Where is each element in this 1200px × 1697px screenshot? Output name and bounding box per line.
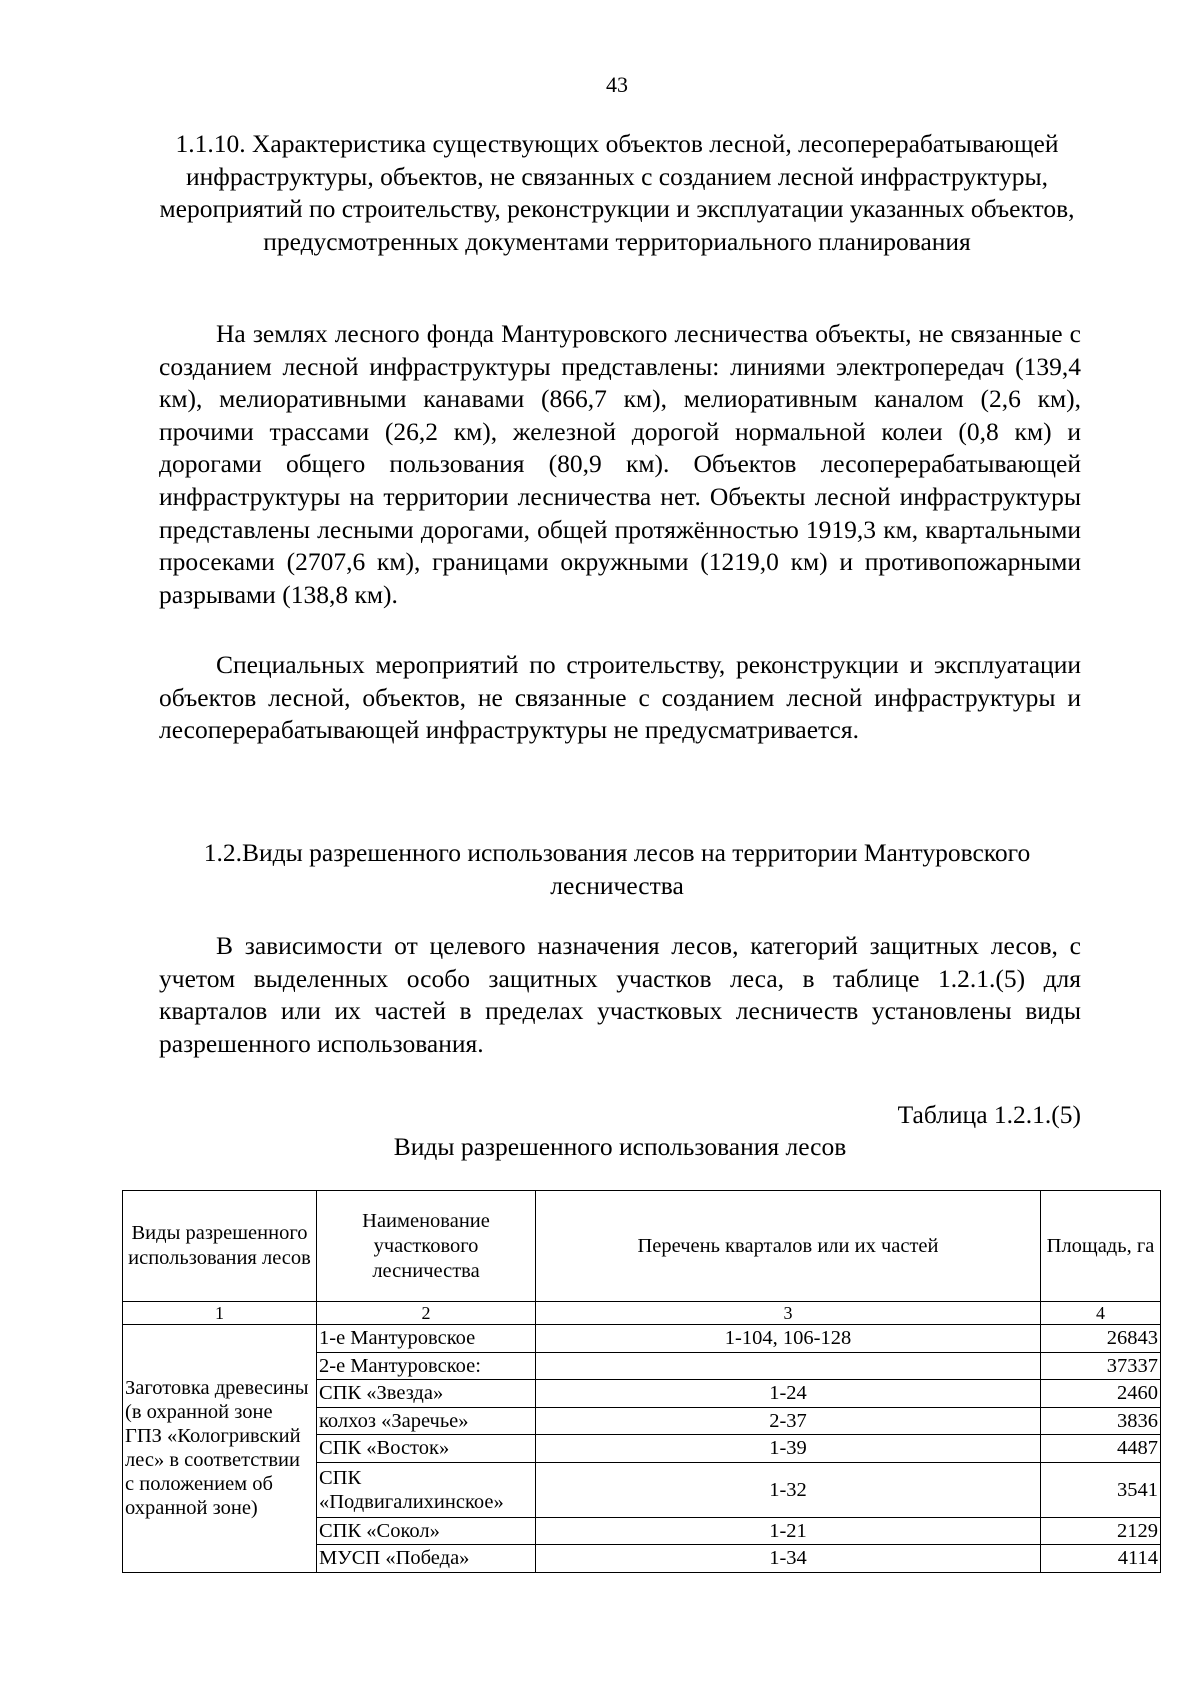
- quarters-cell: 1-39: [536, 1435, 1041, 1463]
- forestry-name-cell: 1-е Мантуровское: [317, 1325, 536, 1353]
- area-cell: 3541: [1041, 1462, 1161, 1517]
- column-number: 3: [536, 1302, 1041, 1325]
- section-heading-infrastructure: 1.1.10. Характеристика существующих объектов лесной, лесоперерабатывающей инфраструктуры, объектов, не связанных с созданием лесной инфраструктуры, мероприятий по строительству, реконструкции и эксплуатации указанных объектов, предусмотренных документами территориального планирования: [159, 129, 1075, 256]
- table-column-numbers-row: [123, 1302, 1161, 1325]
- forestry-name-cell: МУСП «Победа»: [317, 1545, 536, 1573]
- quarters-cell: 1-104, 106-128: [536, 1325, 1041, 1353]
- area-cell: 26843: [1041, 1325, 1161, 1353]
- forestry-name-cell: СПК «Восток»: [317, 1435, 536, 1463]
- table-number: Таблица 1.2.1.(5): [897, 1100, 1081, 1129]
- area-cell: 37337: [1041, 1352, 1161, 1380]
- area-cell: 3836: [1041, 1407, 1161, 1435]
- header-area: Площадь, га: [1041, 1191, 1161, 1302]
- quarters-cell: 1-24: [536, 1380, 1041, 1408]
- quarters-cell: 1-34: [536, 1545, 1041, 1573]
- column-number: 2: [317, 1302, 536, 1325]
- use-type-cell: Заготовка древесины (в охранной зоне ГПЗ «Кологривский лес» в соответствии с положением об охранной зоне): [123, 1325, 317, 1573]
- header-use-type: Виды разрешенного использования лесов: [123, 1191, 317, 1302]
- paragraph-infrastructure-objects: На землях лесного фонда Мантуровского лесничества объекты, не связанные с созданием лесной инфраструктуры представлены: линиями электропередач (139,4 км), мелиоративными канавами (866,7 км), мелиоративным каналом (2,6 км), прочими трассами (26,2 км), железной дорогой нормальной колеи (0,8 км) и дорогами общего пользования (80,9 км). Объектов лесоперерабатывающей инфраструктуры на территории лесничества нет. Объекты лесной инфраструктуры представлены лесными дорогами, общей протяжённостью 1919,3 км, квартальными просеками (2707,6 км), границами окружными (1219,0 км) и противопожарными разрывами (138,8 км).: [159, 319, 1081, 609]
- forestry-name-cell: СПК «Сокол»: [317, 1517, 536, 1545]
- forestry-name-cell: СПК «Подвигалихинское»: [317, 1462, 536, 1517]
- quarters-cell: 1-32: [536, 1462, 1041, 1517]
- quarters-cell: 1-21: [536, 1517, 1041, 1545]
- table-title: Виды разрешенного использования лесов: [393, 1132, 847, 1161]
- column-number: 4: [1041, 1302, 1161, 1325]
- forestry-name-cell: колхоз «Заречье»: [317, 1407, 536, 1435]
- header-quarters-list: Перечень кварталов или их частей: [536, 1191, 1041, 1302]
- page-number: 43: [606, 72, 628, 97]
- area-cell: 4487: [1041, 1435, 1161, 1463]
- quarters-cell: 2-37: [536, 1407, 1041, 1435]
- paragraph-special-measures: Специальных мероприятий по строительству, реконструкции и эксплуатации объектов лесной, объектов, не связанные с созданием лесной инфраструктуры и лесоперерабатывающей инфраструктуры не предусматривается.: [159, 650, 1081, 745]
- area-cell: 4114: [1041, 1545, 1161, 1573]
- forestry-name-cell: СПК «Звезда»: [317, 1380, 536, 1408]
- area-cell: 2129: [1041, 1517, 1161, 1545]
- section-heading-permitted-use: 1.2.Виды разрешенного использования лесов на территории Мантуровского лесничества: [203, 838, 1031, 900]
- table-row: [123, 1325, 1161, 1353]
- area-cell: 2460: [1041, 1380, 1161, 1408]
- paragraph-permitted-use: В зависимости от целевого назначения лесов, категорий защитных лесов, с учетом выделенных особо защитных участков леса, в таблице 1.2.1.(5) для кварталов или их частей в пределах участковых лесничеств установлены виды разрешенного использования.: [159, 931, 1081, 1058]
- forestry-name-cell: 2-е Мантуровское:: [317, 1352, 536, 1380]
- permitted-use-table: [122, 1190, 1161, 1573]
- header-forestry-name: Наименование участкового лесничества: [317, 1191, 536, 1302]
- column-number: 1: [123, 1302, 317, 1325]
- table-header-row: [123, 1191, 1161, 1302]
- quarters-cell: [536, 1352, 1041, 1380]
